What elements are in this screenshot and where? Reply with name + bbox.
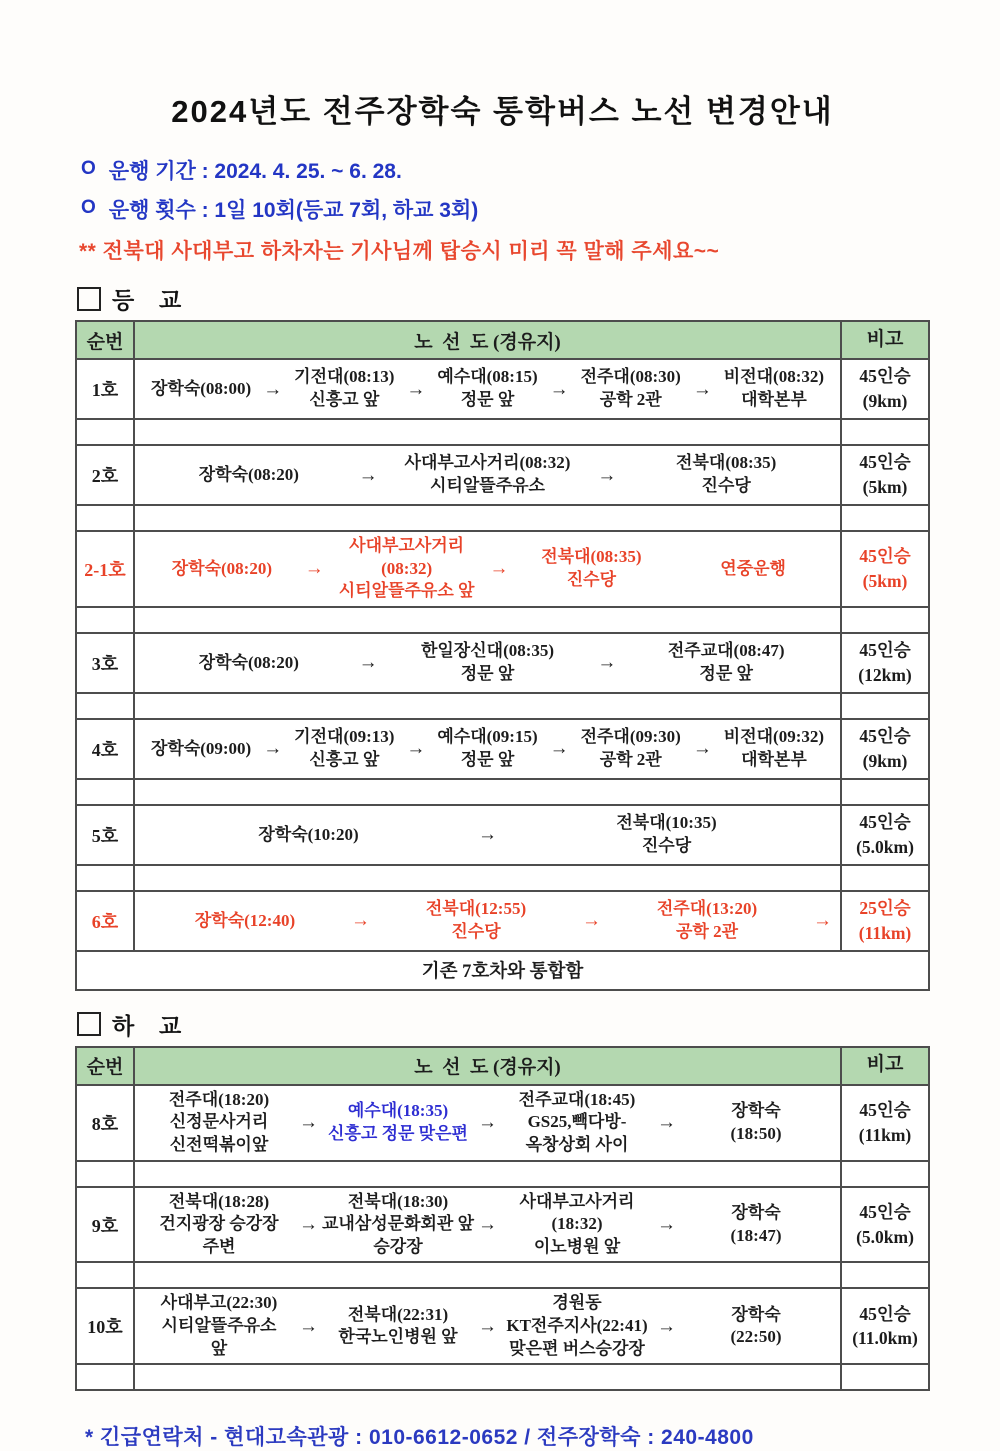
stop-line: 정문 앞 xyxy=(699,663,753,683)
stop-line: 신흥고 앞 xyxy=(309,390,380,409)
route-stop xyxy=(320,1100,476,1145)
stop-line: 기전대(08:13) xyxy=(294,367,395,387)
merged-note-row xyxy=(77,950,928,989)
route-stop xyxy=(427,726,547,771)
note-cell xyxy=(840,446,928,504)
note-line: (5km) xyxy=(862,570,908,591)
checkbox-square-icon xyxy=(77,1012,101,1036)
route-stop xyxy=(427,366,547,411)
route-stop xyxy=(141,378,261,401)
arrow-right-icon: → xyxy=(582,910,601,932)
note-line: 45인승 xyxy=(859,639,911,660)
spacer-row xyxy=(77,864,928,890)
route-cell xyxy=(133,892,840,950)
arrow-right-icon: → xyxy=(358,652,378,674)
stop-line: 전주대(09:30) xyxy=(580,727,681,747)
route-stop xyxy=(499,1292,655,1360)
stop-line: 시티알뜰주유소 xyxy=(161,1316,277,1336)
stop-line: 건지광장 승강장 xyxy=(159,1214,279,1234)
stop-line: 맞은편 버스승강장 xyxy=(509,1338,645,1358)
stop-line: 시티알뜰주유소 앞 xyxy=(338,581,475,601)
route-stop xyxy=(678,1304,834,1349)
stop-line: 예수대(09:15) xyxy=(437,727,538,747)
arrow-right-icon: → xyxy=(263,378,283,400)
route-stop xyxy=(380,452,596,497)
spacer-row xyxy=(77,1363,928,1389)
stop-line: 교내삼성문화회관 앞 xyxy=(321,1214,475,1234)
route-stop xyxy=(571,366,691,411)
bus-route-row xyxy=(77,1186,928,1262)
route-stop xyxy=(571,726,691,771)
column-header-route: 노 선 도 (경유지) xyxy=(133,322,840,358)
stop-line: 전북대(18:28) xyxy=(168,1191,270,1211)
route-stop xyxy=(326,535,488,603)
circle-bullet-icon: O xyxy=(81,158,96,179)
route-stop xyxy=(380,640,596,685)
arrow-right-icon: → xyxy=(263,738,283,760)
circle-bullet-icon: O xyxy=(81,197,96,218)
route-cell xyxy=(133,360,840,418)
route-stop xyxy=(141,652,357,675)
bus-route-row xyxy=(77,358,928,418)
arrow-right-icon: → xyxy=(299,1214,318,1236)
stop-line: (22:50) xyxy=(730,1327,782,1347)
stop-line: 정문 앞 xyxy=(460,390,515,409)
checkbox-square-icon xyxy=(77,287,101,311)
stop-line: 공학 2관 xyxy=(599,749,662,769)
route-cell xyxy=(133,634,840,692)
stop-line: 연중운행 xyxy=(720,558,786,578)
arrow-right-icon: → xyxy=(351,910,370,932)
stop-line: 예수대(08:15) xyxy=(437,367,538,387)
route-stop xyxy=(603,898,811,943)
stop-line: 전주대(18:20) xyxy=(168,1089,270,1109)
stop-line: 전북대(12:55) xyxy=(425,899,527,919)
section-title: 등 교 xyxy=(112,287,186,313)
route-stop xyxy=(678,1100,834,1145)
route-cell xyxy=(133,1289,840,1363)
arrow-right-icon: → xyxy=(406,738,426,760)
stop-line: 전북대(08:35) xyxy=(676,453,777,473)
note-line: 45인승 xyxy=(859,811,911,832)
stop-line: 신전떡볶이앞 xyxy=(169,1135,269,1155)
stop-line: 이노병원 앞 xyxy=(533,1236,621,1256)
arrow-right-icon: → xyxy=(813,910,832,932)
column-header-no: 순번 xyxy=(86,1057,124,1079)
stop-line: 전북대(18:30) xyxy=(347,1191,449,1211)
stop-line: 신흥고 앞 xyxy=(309,749,380,769)
note-line: 45인승 xyxy=(859,1303,911,1324)
spacer-row xyxy=(77,692,928,718)
note-line: (5km) xyxy=(862,477,908,497)
spacer-row xyxy=(77,418,928,444)
stop-line: 진수당 xyxy=(641,835,692,855)
stop-line: 비전대(08:32) xyxy=(723,367,825,387)
route-stop xyxy=(618,452,834,497)
stop-line: 사대부고(22:30) xyxy=(160,1293,278,1313)
stop-line: GS25,빽다방- xyxy=(527,1112,627,1132)
note-line: (5.0km) xyxy=(856,836,914,857)
route-number: 1호 xyxy=(91,380,119,400)
section-title: 하 교 xyxy=(112,1012,186,1039)
bus-route-row xyxy=(77,1287,928,1363)
stop-line: 장학숙(10:20) xyxy=(258,824,359,844)
stop-line: 정문 앞 xyxy=(460,749,515,769)
route-stop xyxy=(714,726,834,771)
stop-line: 공학 2관 xyxy=(675,921,739,941)
bus-route-row xyxy=(77,444,928,504)
stop-line: 장학숙 xyxy=(731,1101,781,1121)
stop-line: 시티알뜰주유소 xyxy=(430,476,545,495)
stop-line: KT전주지사(22:41) xyxy=(506,1316,648,1336)
note-line: (12km) xyxy=(858,664,912,685)
route-number: 10호 xyxy=(87,1317,123,1338)
route-stop xyxy=(141,1089,297,1157)
note-line: 25인승 xyxy=(859,897,911,918)
spacer-row xyxy=(77,778,928,804)
note-line: (9km) xyxy=(862,750,908,771)
stop-line: 신정문사거리 xyxy=(169,1112,269,1132)
arrow-right-icon: → xyxy=(597,464,617,486)
stop-line: 정문 앞 xyxy=(460,663,515,683)
route-number: 2호 xyxy=(91,466,119,486)
route-number: 6호 xyxy=(91,911,119,932)
stop-line: 장학숙(08:00) xyxy=(150,378,252,398)
stop-line: 전주대(13:20) xyxy=(656,899,758,919)
arrow-right-icon: → xyxy=(692,378,712,400)
note-cell xyxy=(840,1289,928,1363)
arrow-right-icon: → xyxy=(489,558,509,580)
stop-line: (18:47) xyxy=(730,1225,782,1245)
note-cell xyxy=(840,806,928,864)
stop-line: 주변 xyxy=(202,1236,236,1256)
arrow-right-icon: → xyxy=(478,1315,497,1337)
bus-route-row xyxy=(77,718,928,778)
table-school-arrival xyxy=(75,320,930,991)
stop-line: 사대부고사거리(08:32) xyxy=(404,453,571,473)
arrow-right-icon: → xyxy=(657,1112,676,1134)
route-stop xyxy=(714,366,834,411)
route-stop xyxy=(672,558,834,581)
route-stop xyxy=(678,1202,834,1247)
info-line-frequency xyxy=(81,194,930,224)
stop-line: 대학본부 xyxy=(741,390,807,409)
stop-line: 신흥고 정문 맞은편 xyxy=(328,1123,468,1143)
table-header-row xyxy=(77,1048,928,1084)
arrow-right-icon: → xyxy=(478,824,497,846)
arrow-right-icon: → xyxy=(549,378,569,400)
route-stop xyxy=(141,464,357,487)
arrow-right-icon: → xyxy=(299,1112,318,1134)
stop-line: 앞 xyxy=(210,1338,228,1358)
route-number: 4호 xyxy=(91,739,119,760)
note-line: (9km) xyxy=(862,391,908,411)
stop-line: 전북대(22:31) xyxy=(347,1304,449,1324)
note-line: 45인승 xyxy=(859,366,911,387)
note-line: (11.0km) xyxy=(852,1328,918,1349)
route-number: 8호 xyxy=(91,1113,119,1134)
stop-line: 승강장 xyxy=(373,1236,423,1256)
route-stop xyxy=(320,1191,476,1259)
stop-line: 전주교대(08:47) xyxy=(667,641,785,661)
column-header-route: 노 선 도 (경유지) xyxy=(133,1048,840,1084)
stop-line: 한일장신대(08:35) xyxy=(420,641,555,661)
notice-text: ** 전북대 사대부고 하차자는 기사님께 탑승시 미리 꼭 말해 주세요~~ xyxy=(79,240,720,263)
merged-note-text: 기존 7호차와 통합함 xyxy=(421,961,584,982)
stop-line: 장학숙 xyxy=(731,1304,781,1324)
column-header-note: 비고 xyxy=(840,1048,928,1084)
arrow-right-icon: → xyxy=(692,738,712,760)
route-stop xyxy=(141,1191,297,1259)
note-line: 45인승 xyxy=(859,1201,911,1222)
info-line-period xyxy=(81,155,930,185)
note-cell xyxy=(840,532,928,606)
stop-line: 장학숙(12:40) xyxy=(194,910,296,930)
stop-line: 옥창상회 사이 xyxy=(525,1135,629,1155)
arrow-right-icon: → xyxy=(358,464,378,486)
route-stop xyxy=(320,1304,476,1349)
note-line: (5.0km) xyxy=(856,1226,914,1247)
stop-line: 진수당 xyxy=(566,569,617,589)
stop-line: 예수대(18:35) xyxy=(347,1101,449,1121)
stop-line: 한국노인병원 앞 xyxy=(338,1327,458,1347)
route-number: 2-1호 xyxy=(84,559,126,580)
route-number: 5호 xyxy=(91,825,119,846)
arrow-right-icon: → xyxy=(597,652,617,674)
stop-line: 비전대(09:32) xyxy=(723,727,825,747)
route-stop xyxy=(284,366,404,411)
stop-line: 사대부고사거리(08:32) xyxy=(349,536,465,578)
route-stop xyxy=(141,558,303,581)
stop-line: 전북대(10:35) xyxy=(616,813,717,833)
stop-line: 장학숙(08:20) xyxy=(198,652,299,672)
arrow-right-icon: → xyxy=(657,1315,676,1337)
info-frequency-text: 운행 횟수 : 1일 10회(등교 7회, 하교 3회) xyxy=(108,199,479,222)
stop-line: 장학숙(08:20) xyxy=(171,558,272,578)
arrow-right-icon: → xyxy=(304,558,324,580)
spacer-row xyxy=(77,504,928,530)
page-title: 2024년도 전주장학숙 통학버스 노선 변경안내 xyxy=(171,94,834,129)
stop-line: 기전대(09:13) xyxy=(294,727,395,747)
route-stop xyxy=(284,726,404,771)
note-line: (11km) xyxy=(858,1124,912,1145)
column-header-no: 순번 xyxy=(86,331,124,353)
stop-line: 사대부고사거리(18:32) xyxy=(519,1191,635,1234)
note-line: (11km) xyxy=(858,922,912,943)
route-stop xyxy=(499,1089,655,1157)
route-stop xyxy=(141,1292,297,1360)
stop-line: 장학숙 xyxy=(731,1202,781,1222)
stop-line: 전주대(08:30) xyxy=(580,367,681,387)
arrow-right-icon: → xyxy=(657,1214,676,1236)
section-label-school-arrival xyxy=(77,282,930,315)
bus-route-row xyxy=(77,804,928,864)
bus-route-row xyxy=(77,530,928,606)
route-cell xyxy=(133,532,840,606)
emergency-contact: * 긴급연락처 - 현대고속관광 : 010-6612-0652 / 전주장학숙 : 240-4800 xyxy=(85,1426,754,1450)
info-period-text: 운행 기간 : 2024. 4. 25. ~ 6. 28. xyxy=(108,160,402,183)
note-cell xyxy=(840,720,928,778)
note-line: 45인승 xyxy=(859,546,911,567)
route-stop xyxy=(499,812,834,857)
route-stop xyxy=(511,546,673,591)
stop-line: 전북대(08:35) xyxy=(541,547,642,567)
arrow-right-icon: → xyxy=(549,738,569,760)
bus-route-row xyxy=(77,890,928,950)
stop-line: 진수당 xyxy=(701,476,751,495)
spacer-row xyxy=(77,1160,928,1186)
table-header-row xyxy=(77,322,928,358)
route-number: 9호 xyxy=(91,1215,119,1236)
stop-line: 공학 2관 xyxy=(599,390,662,409)
stop-line: (18:50) xyxy=(730,1123,782,1143)
stop-line: 대학본부 xyxy=(741,749,807,769)
stop-line: 진수당 xyxy=(451,921,501,941)
note-line: 45인승 xyxy=(859,725,911,746)
note-cell xyxy=(840,634,928,692)
spacer-row xyxy=(77,606,928,632)
spacer-row xyxy=(77,1261,928,1287)
note-cell xyxy=(840,1086,928,1160)
note-cell xyxy=(840,360,928,418)
arrow-right-icon: → xyxy=(478,1214,497,1236)
note-cell xyxy=(840,1188,928,1262)
route-cell xyxy=(133,446,840,504)
route-cell xyxy=(133,720,840,778)
route-cell xyxy=(133,806,840,864)
route-number: 3호 xyxy=(91,653,119,674)
stop-line: 장학숙(08:20) xyxy=(198,464,299,484)
stop-line: 장학숙(09:00) xyxy=(150,738,252,758)
section-label-school-departure xyxy=(77,1008,930,1041)
route-stop xyxy=(141,738,261,761)
route-cell xyxy=(133,1086,840,1160)
table-school-departure xyxy=(75,1046,930,1391)
bus-route-row xyxy=(77,632,928,692)
stop-line: 전주교대(18:45) xyxy=(518,1089,636,1109)
route-stop xyxy=(372,898,580,943)
bus-route-row xyxy=(77,1084,928,1160)
note-line: 45인승 xyxy=(859,452,911,473)
note-cell xyxy=(840,892,928,950)
route-stop xyxy=(618,640,834,685)
route-cell xyxy=(133,1188,840,1262)
route-stop xyxy=(141,910,349,933)
arrow-right-icon: → xyxy=(299,1315,318,1337)
column-header-note: 비고 xyxy=(840,322,928,358)
route-stop xyxy=(141,824,476,847)
stop-line: 경원동 xyxy=(552,1293,602,1313)
arrow-right-icon: → xyxy=(478,1112,497,1134)
arrow-right-icon: → xyxy=(406,378,426,400)
route-stop xyxy=(499,1191,655,1259)
note-line: 45인승 xyxy=(859,1099,911,1120)
